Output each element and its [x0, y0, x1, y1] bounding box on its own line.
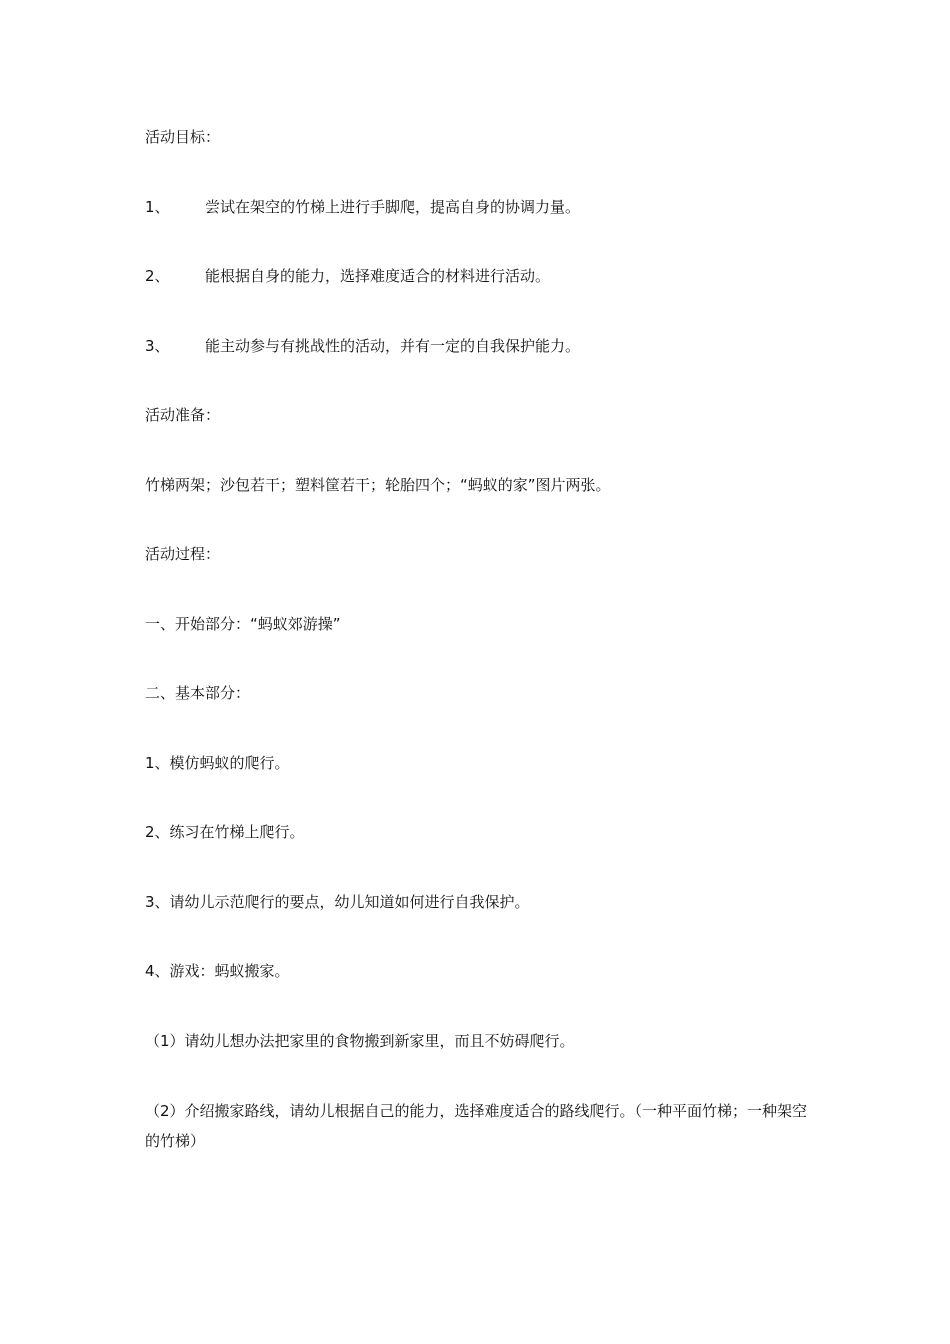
goal-item-1 — [145, 196, 580, 218]
goal-text: 能根据自身的能力，选择难度适合的材料进行活动。 — [205, 267, 551, 285]
step-item-2: 2、练习在竹梯上爬行。 — [145, 823, 305, 841]
step-item-4: 4、游戏：蚂蚁搬家。 — [145, 962, 290, 980]
goal-number: 1、 — [145, 198, 170, 216]
goal-text: 尝试在架空的竹梯上进行手脚爬，提高自身的协调力量。 — [205, 198, 581, 216]
goal-text: 能主动参与有挑战性的活动，并有一定的自我保护能力。 — [205, 337, 581, 355]
goal-item-3 — [145, 335, 580, 357]
process-heading: 活动过程： — [145, 545, 221, 563]
prep-text: 竹梯两架；沙包若干；塑料筐若干；轮胎四个；“蚂蚁的家”图片两张。 — [145, 476, 611, 494]
sub-item-2: （2）介绍搬家路线，请幼儿根据自己的能力，选择难度适合的路线爬行。（一种平面竹梯；一种架空的竹梯） — [145, 1102, 808, 1150]
part-one: 一、开始部分：“蚂蚁郊游操” — [145, 615, 341, 633]
goals-heading: 活动目标： — [145, 128, 221, 146]
step-item-1: 1、模仿蚂蚁的爬行。 — [145, 754, 290, 772]
goal-item-2 — [145, 265, 550, 287]
step-item-3: 3、请幼儿示范爬行的要点，幼儿知道如何进行自我保护。 — [145, 893, 530, 911]
goal-number: 3、 — [145, 337, 170, 355]
prep-heading: 活动准备： — [145, 406, 221, 424]
part-two: 二、基本部分： — [145, 684, 251, 702]
sub-item-1: （1）请幼儿想办法把家里的食物搬到新家里，而且不妨碍爬行。 — [145, 1032, 575, 1050]
goal-number: 2、 — [145, 267, 170, 285]
